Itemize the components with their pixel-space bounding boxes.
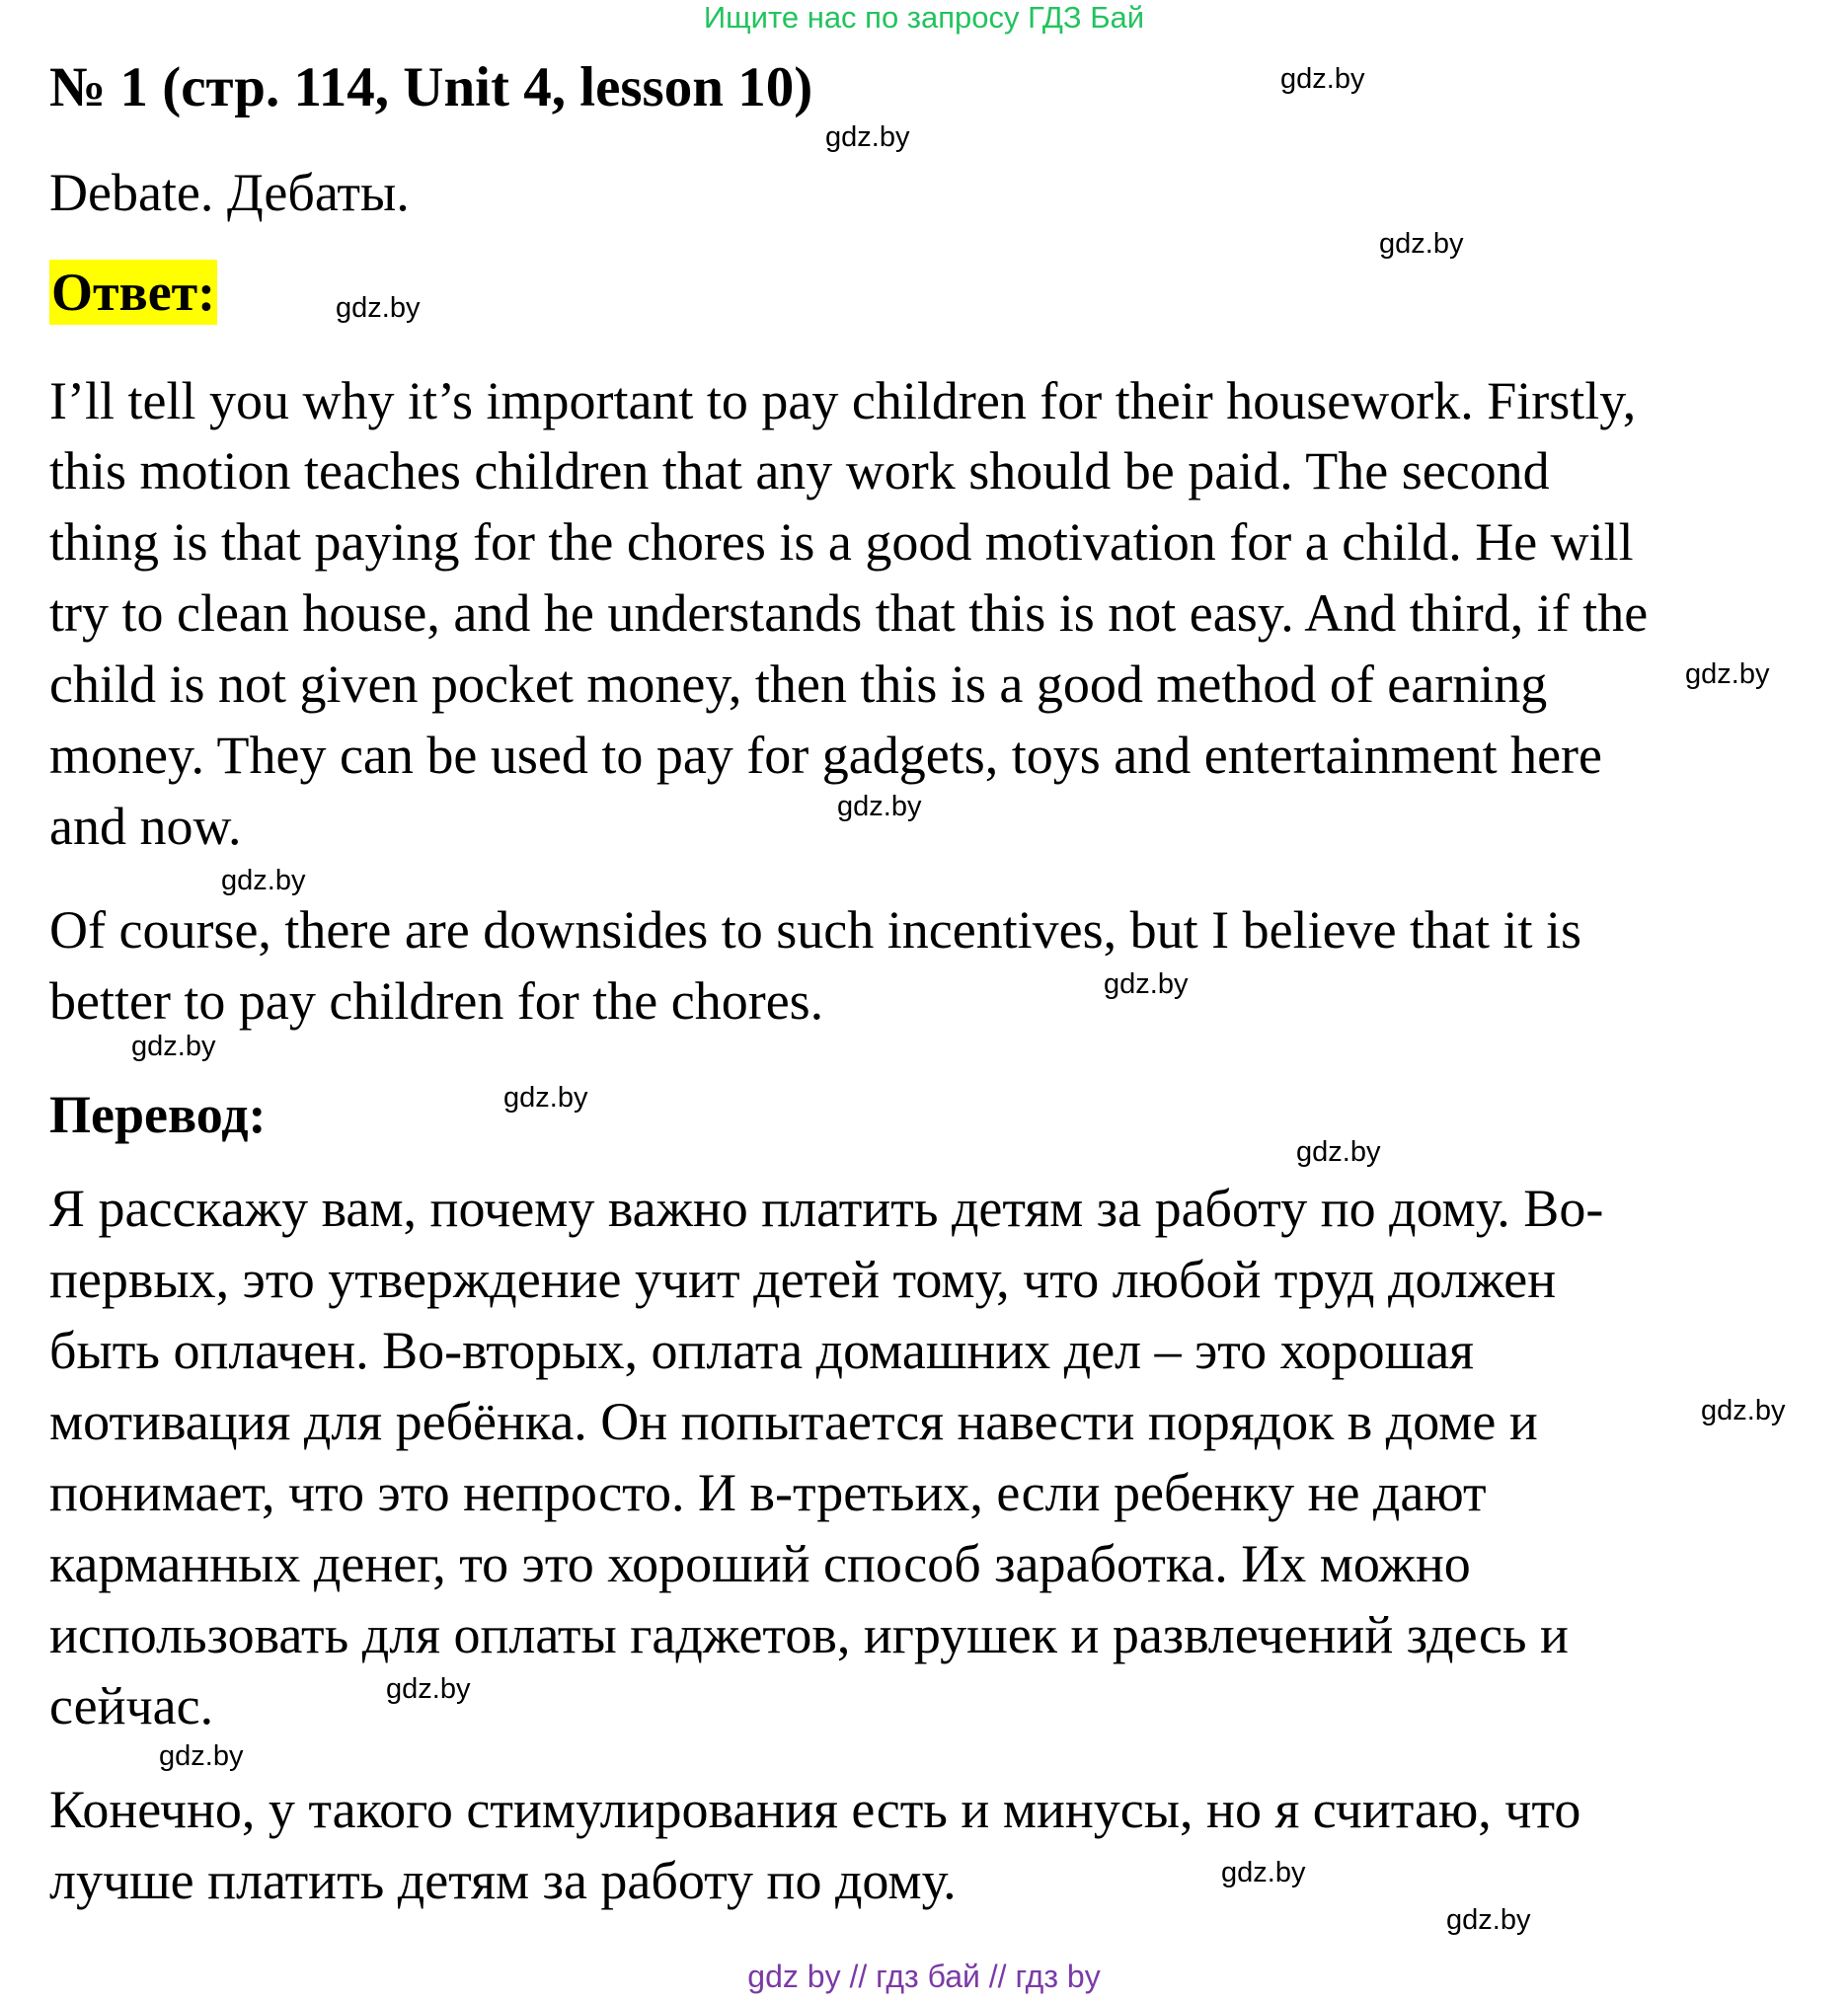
answer-text-line: money. They can be used to pay for gadgets, toys and entertainment here xyxy=(49,726,1602,785)
watermark: gdz.by xyxy=(131,1031,216,1062)
watermark: gdz.by xyxy=(1685,658,1770,690)
footer-links[interactable]: gdz by // гдз бай // гдз by xyxy=(747,1959,1101,1994)
answer-text-line: better to pay children for the chores. xyxy=(49,971,824,1031)
translation-text-line: Я расскажу вам, почему важно платить детям за работу по дому. Во- xyxy=(49,1179,1604,1238)
watermark: gdz.by xyxy=(336,292,421,324)
watermark: gdz.by xyxy=(221,865,306,896)
watermark: gdz.by xyxy=(1221,1857,1306,1888)
exercise-heading: № 1 (стр. 114, Unit 4, lesson 10) xyxy=(49,56,813,118)
watermark: gdz.by xyxy=(1701,1395,1786,1426)
watermark: gdz.by xyxy=(1296,1136,1381,1168)
translation-text-line: карманных денег, то это хороший способ заработка. Их можно xyxy=(49,1534,1471,1593)
watermark: gdz.by xyxy=(1446,1904,1531,1936)
top-banner[interactable]: Ищите нас по запросу ГДЗ Бай xyxy=(703,0,1145,35)
translation-text-line: понимает, что это непросто. И в-третьих, если ребенку не дают xyxy=(49,1463,1487,1522)
answer-text-line: this motion teaches children that any work should be paid. The second xyxy=(49,441,1550,500)
watermark: gdz.by xyxy=(386,1673,471,1705)
answer-text-line: I’ll tell you why it’s important to pay children for their housework. Firstly, xyxy=(49,371,1637,430)
translation-label: Перевод: xyxy=(49,1085,267,1144)
exercise-subtitle: Debate. Дебаты. xyxy=(49,163,410,222)
answer-text-line: and now. xyxy=(49,797,242,856)
answer-label: Ответ: xyxy=(49,260,217,325)
translation-text-line: первых, это утверждение учит детей тому, что любой труд должен xyxy=(49,1250,1557,1309)
translation-text-line: сейчас. xyxy=(49,1676,214,1735)
answer-text-line: thing is that paying for the chores is a good motivation for a child. He will xyxy=(49,512,1634,572)
translation-text-line: быть оплачен. Во-вторых, оплата домашних дел – это хорошая xyxy=(49,1321,1474,1380)
watermark: gdz.by xyxy=(825,121,910,153)
watermark: gdz.by xyxy=(1379,228,1464,260)
translation-text-line: мотивация для ребёнка. Он попытается навести порядок в доме и xyxy=(49,1392,1538,1451)
translation-text-line: лучше платить детям за работу по дому. xyxy=(49,1851,957,1910)
watermark: gdz.by xyxy=(1104,968,1189,1000)
watermark: gdz.by xyxy=(159,1740,244,1772)
watermark: gdz.by xyxy=(837,791,922,822)
answer-text-line: child is not given pocket money, then this is a good method of earning xyxy=(49,654,1548,714)
answer-text-line: Of course, there are downsides to such incentives, but I believe that it is xyxy=(49,900,1582,960)
watermark: gdz.by xyxy=(503,1082,588,1114)
translation-text-line: Конечно, у такого стимулирования есть и минусы, но я считаю, что xyxy=(49,1780,1581,1839)
watermark: gdz.by xyxy=(1280,63,1365,95)
answer-text-line: try to clean house, and he understands that this is not easy. And third, if the xyxy=(49,583,1649,643)
translation-text-line: использовать для оплаты гаджетов, игрушек и развлечений здесь и xyxy=(49,1605,1569,1664)
